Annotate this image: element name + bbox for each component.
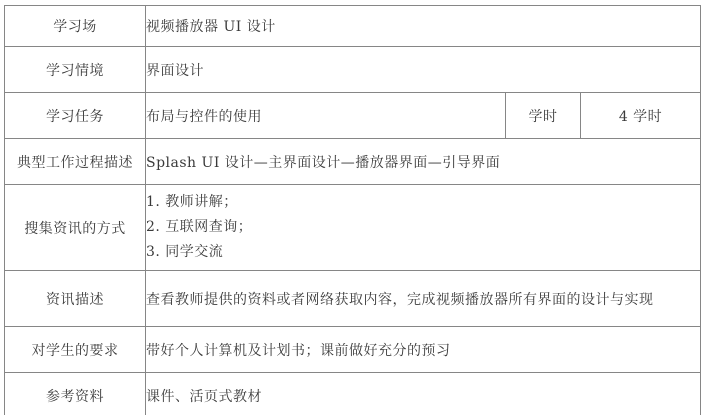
table-row-learning-task — [5, 93, 701, 139]
row-label: 典型工作过程描述 — [5, 139, 146, 185]
row-label: 学习场 — [5, 6, 146, 47]
row-content — [146, 185, 701, 271]
row-content: 界面设计 — [146, 47, 701, 93]
list-item: 3. 同学交流 — [146, 244, 224, 260]
row-label: 学习任务 — [5, 93, 146, 139]
row-label: 参考资料 — [5, 373, 146, 415]
table-row-student-requirements — [5, 327, 701, 373]
row-label: 学习情境 — [5, 47, 146, 93]
hours-value: 4 学时 — [581, 93, 701, 139]
row-label: 对学生的要求 — [5, 327, 146, 373]
list-item: 2. 互联网查询； — [146, 219, 253, 235]
row-label: 资讯描述 — [5, 271, 146, 327]
row-content: Splash UI 设计—主界面设计—播放器界面—引导界面 — [146, 139, 701, 185]
row-content: 带好个人计算机及计划书；课前做好充分的预习 — [146, 327, 701, 373]
table-row-learning-field — [5, 6, 701, 47]
row-content: 视频播放器 UI 设计 — [146, 6, 701, 47]
list-item: 1. 教师讲解； — [146, 194, 238, 210]
row-content: 课件、活页式教材 — [146, 373, 701, 415]
table-row-info-gathering — [5, 185, 701, 271]
learning-plan-table — [4, 5, 701, 415]
hours-label: 学时 — [506, 93, 581, 139]
row-content: 布局与控件的使用 — [146, 93, 506, 139]
row-label: 搜集资讯的方式 — [5, 185, 146, 271]
table-row-learning-situation — [5, 47, 701, 93]
table-row-work-process — [5, 139, 701, 185]
row-content: 查看教师提供的资料或者网络获取内容，完成视频播放器所有界面的设计与实现 — [146, 271, 701, 327]
table-row-info-description — [5, 271, 701, 327]
table-row-reference-materials — [5, 373, 701, 415]
